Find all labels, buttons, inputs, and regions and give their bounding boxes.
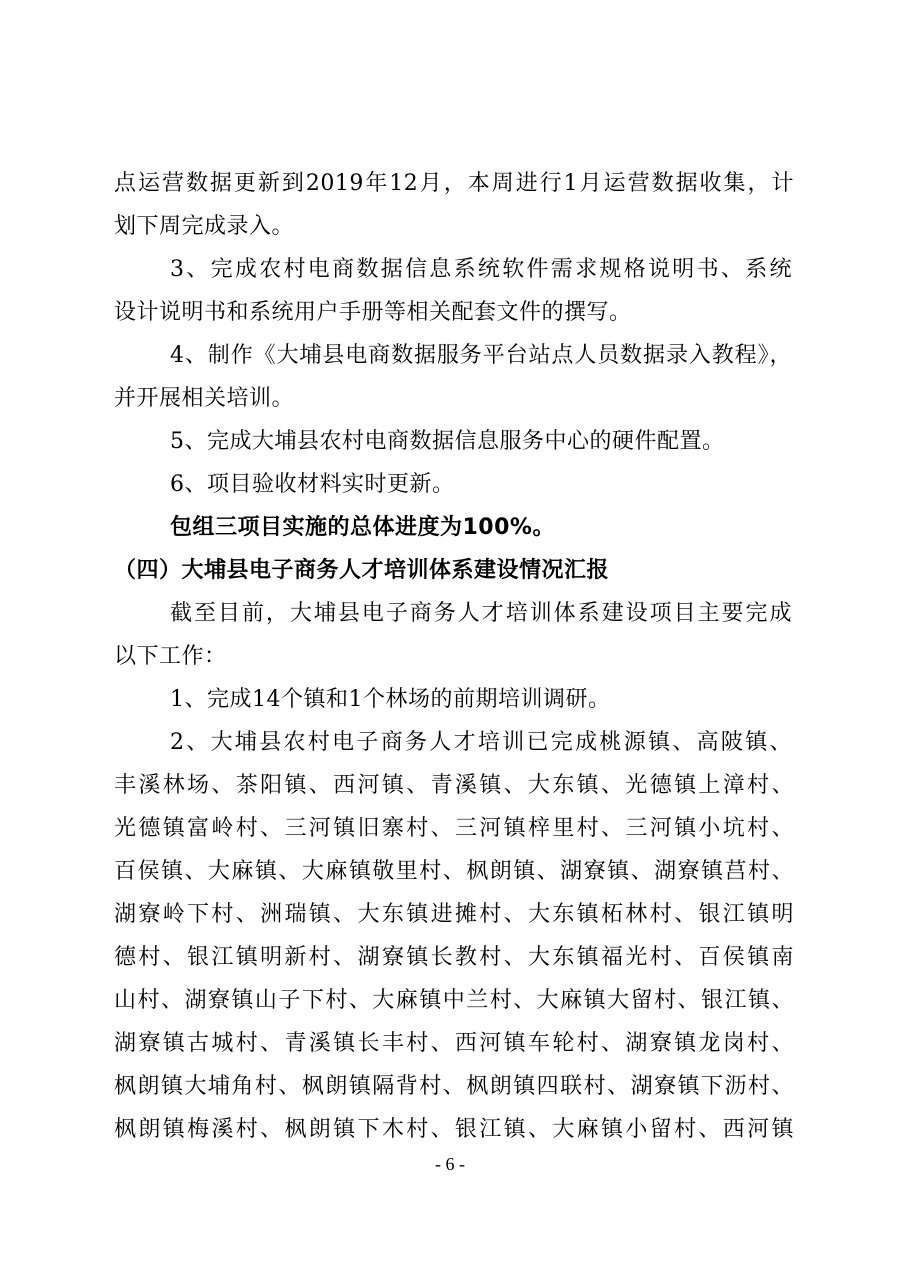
- paragraph-line: 6、项目验收材料实时更新。: [170, 472, 455, 497]
- paragraph-line: 划下周完成录入。: [114, 214, 295, 239]
- paragraph-line: 德村、银江镇明新村、湖寮镇长教村、大东镇福光村、百侯镇南: [114, 945, 794, 970]
- paragraph-line: 5、完成大埔县农村电商数据信息服务中心的硬件配置。: [170, 429, 725, 454]
- paragraph-line: 4、制作《大埔县电商数据服务平台站点人员数据录入教程》，: [170, 343, 792, 368]
- page-number: - 6 -: [435, 1154, 465, 1174]
- paragraph-line: 设计说明书和系统用户手册等相关配套文件的撰写。: [114, 300, 632, 325]
- progress-summary: 包组三项目实施的总体进度为100%。: [170, 515, 555, 540]
- paragraph-line: 百侯镇、大麻镇、大麻镇敬里村、枫朗镇、湖寮镇、湖寮镇莒村、: [114, 859, 794, 884]
- paragraph-line: 截至目前，大埔县电子商务人才培训体系建设项目主要完成: [170, 601, 792, 626]
- paragraph-line: 湖寮镇古城村、青溪镇长丰村、西河镇车轮村、湖寮镇龙岗村、: [114, 1031, 794, 1056]
- paragraph-line: 山村、湖寮镇山子下村、大麻镇中兰村、大麻镇大留村、银江镇、: [114, 988, 794, 1013]
- paragraph-line: 枫朗镇梅溪村、枫朗镇下木村、银江镇、大麻镇小留村、西河镇: [114, 1117, 794, 1142]
- paragraph-line: 2、大埔县农村电子商务人才培训已完成桃源镇、高陂镇、: [170, 730, 792, 755]
- paragraph-line: 点运营数据更新到2019年12月，本周进行1月运营数据收集，计: [114, 171, 794, 196]
- paragraph-line: 3、完成农村电商数据信息系统软件需求规格说明书、系统: [170, 257, 792, 282]
- paragraph-line: 光德镇富岭村、三河镇旧寨村、三河镇梓里村、三河镇小坑村、: [114, 816, 794, 841]
- paragraph-line: 丰溪林场、茶阳镇、西河镇、青溪镇、大东镇、光德镇上漳村、: [114, 773, 794, 798]
- paragraph-line: 枫朗镇大埔角村、枫朗镇隔背村、枫朗镇四联村、湖寮镇下沥村、: [114, 1074, 794, 1099]
- paragraph-line: 湖寮岭下村、洲瑞镇、大东镇进摊村、大东镇柘林村、银江镇明: [114, 902, 794, 927]
- paragraph-line: 1、完成14个镇和1个林场的前期培训调研。: [170, 687, 611, 712]
- paragraph-line: 以下工作：: [114, 644, 227, 669]
- paragraph-line: 并开展相关培训。: [114, 386, 295, 411]
- section-heading: （四）大埔县电子商务人才培训体系建设情况汇报: [114, 558, 610, 583]
